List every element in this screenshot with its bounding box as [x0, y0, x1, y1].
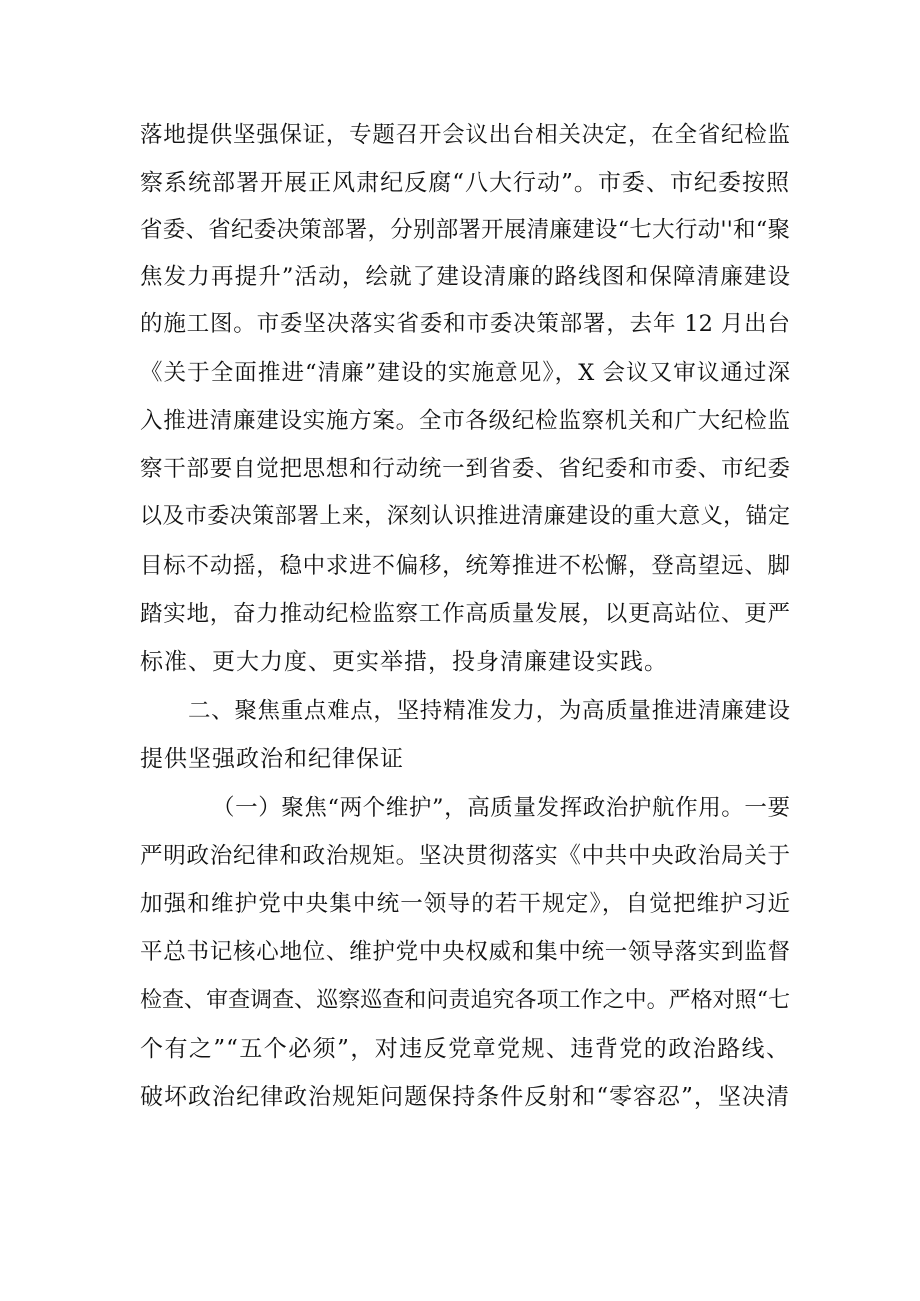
body-text-line: 平总书记核心地位、维护党中央权威和集中统一领导落实到监督: [140, 939, 790, 965]
body-text-line: 入推进清廉建设实施方案。全市各级纪检监察机关和广大纪检监: [140, 408, 790, 434]
section-heading-continued: 提供坚强政治和纪律保证: [140, 746, 404, 772]
body-text-line: 标准、更大力度、更实举措，投身清廉建设实践。: [140, 649, 668, 675]
body-text-line: 察干部要自觉把思想和行动统一到省委、省纪委和市委、市纪委: [140, 456, 790, 482]
body-text-line: 加强和维护党中央集中统一领导的若干规定》，自觉把维护习近: [140, 891, 790, 917]
section-heading: 二、聚焦重点难点，坚持精准发力，为高质量推进清廉建设: [188, 698, 790, 724]
body-text-line: 察系统部署开展正风肃纪反腐“八大行动”。市委、市纪委按照: [140, 170, 790, 196]
body-text-line: 目标不动摇，稳中求进不偏移，统筹推进不松懈，登高望远、脚: [140, 553, 790, 579]
body-text-line: 个有之”“五个必须”，对违反党章党规、违背党的政治路线、: [140, 1036, 790, 1062]
body-text-line: 踏实地，奋力推动纪检监察工作高质量发展，以更高站位、更严: [140, 601, 790, 627]
body-text-line: 落地提供坚强保证，专题召开会议出台相关决定，在全省纪检监: [140, 122, 790, 148]
body-text-line: 的施工图。市委坚决落实省委和市委决策部署，去年 12 月出台: [140, 311, 790, 337]
body-text-line: 破坏政治纪律政治规矩问题保持条件反射和“零容忍”，坚决清: [140, 1084, 790, 1110]
body-text-line: 焦发力再提升”活动，绘就了建设清廉的路线图和保障清廉建设: [140, 264, 790, 290]
body-text-line: 严明政治纪律和政治规矩。坚决贯彻落实《中共中央政治局关于: [140, 843, 790, 869]
body-text-line: 省委、省纪委决策部署，分别部署开展清廉建设“七大行动''和“聚: [140, 217, 790, 243]
body-text-line: 《关于全面推进“清廉”建设的实施意见》，X 会议又审议通过深: [140, 360, 790, 386]
body-text-line: 以及市委决策部署上来，深刻认识推进清廉建设的重大意义，锚定: [140, 504, 790, 529]
body-text-line: （一）聚焦“两个维护”，高质量发挥政治护航作用。一要: [212, 795, 790, 821]
body-text-line: 检查、审查调查、巡察巡查和问责追究各项工作之中。严格对照“七: [140, 988, 790, 1013]
